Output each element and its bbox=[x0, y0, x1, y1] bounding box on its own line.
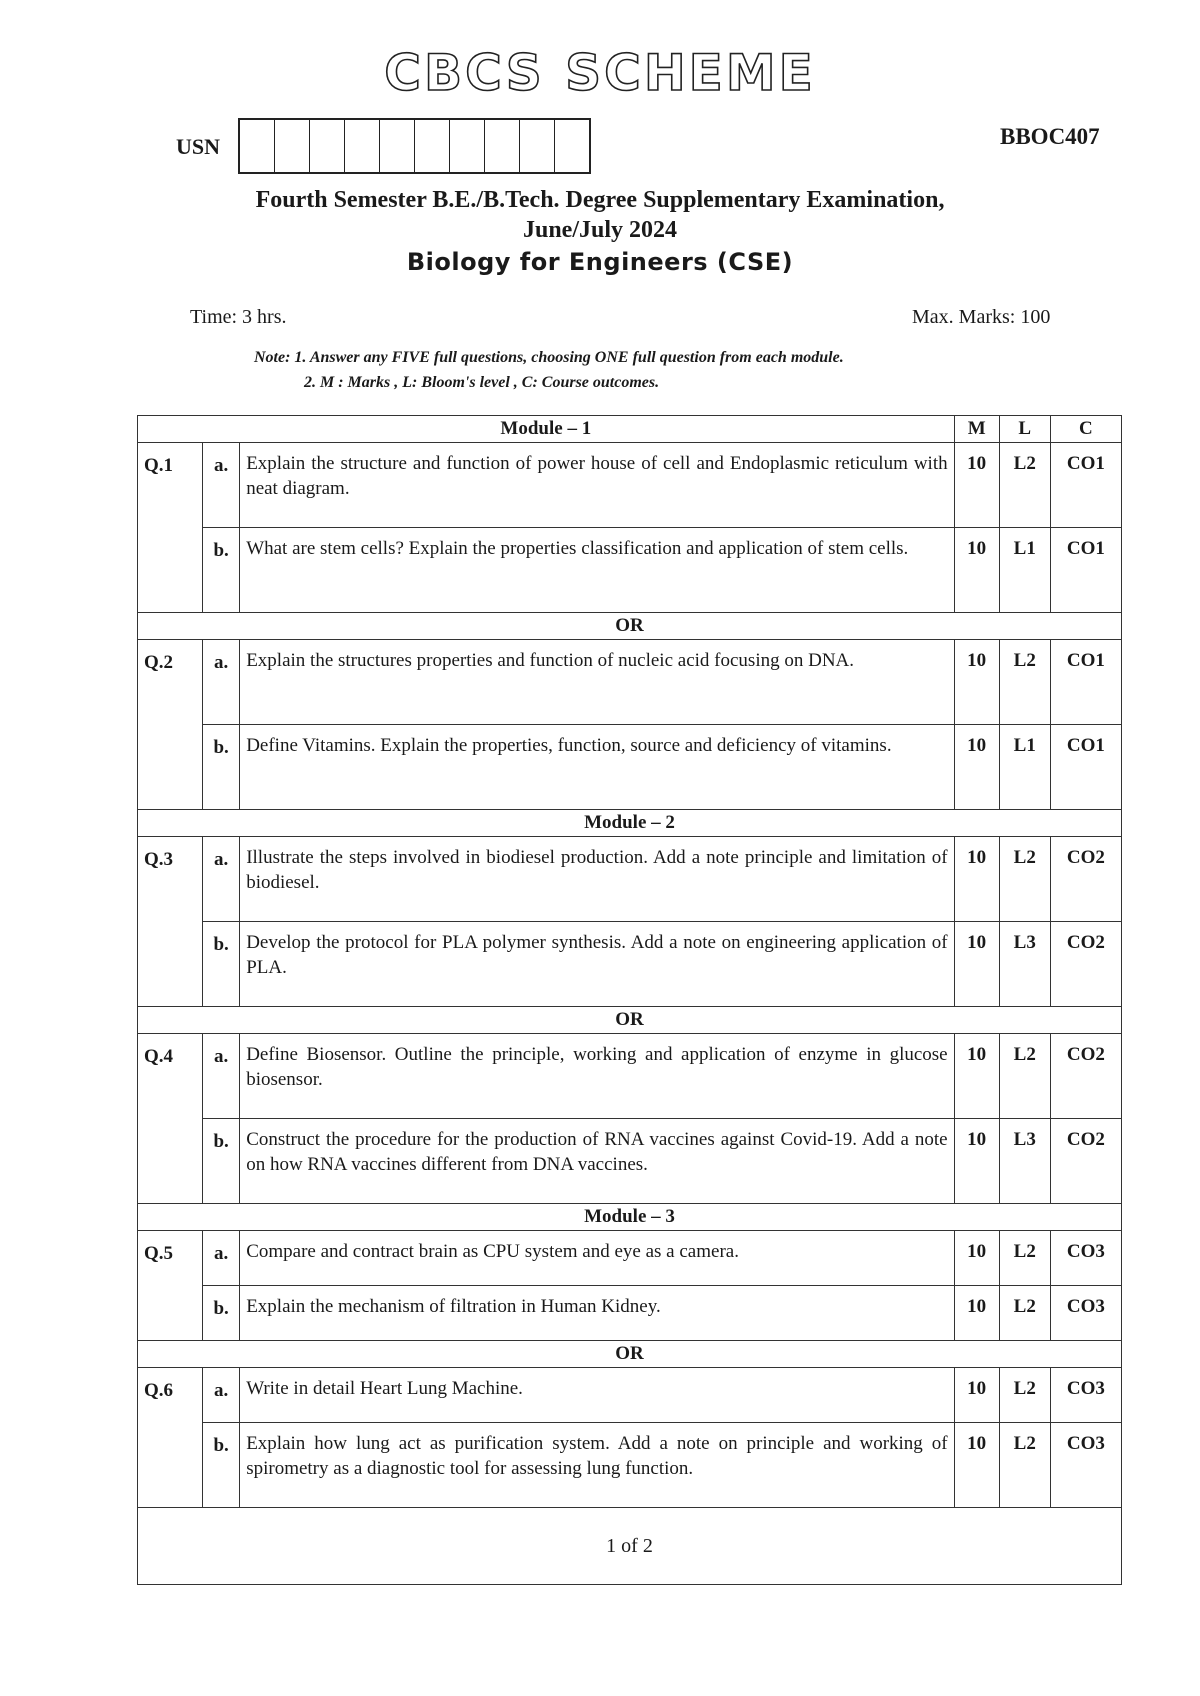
usn-box bbox=[240, 120, 275, 172]
or-label: OR bbox=[138, 613, 1122, 640]
marks-cell: 10 bbox=[954, 922, 999, 1007]
question-row bbox=[138, 1286, 1122, 1341]
question-text: Compare and contract brain as CPU system and eye as a camera. bbox=[240, 1231, 954, 1286]
marks-cell: 10 bbox=[954, 725, 999, 810]
outcome-cell: CO3 bbox=[1050, 1231, 1121, 1286]
col-header-m: M bbox=[954, 416, 999, 443]
col-header-l: L bbox=[999, 416, 1050, 443]
level-cell: L2 bbox=[999, 1231, 1050, 1286]
question-table bbox=[137, 415, 1122, 1585]
part-label: b. bbox=[203, 922, 240, 1007]
or-separator-row bbox=[138, 613, 1122, 640]
level-cell: L1 bbox=[999, 725, 1050, 810]
outcome-cell: CO3 bbox=[1050, 1423, 1121, 1508]
part-label: a. bbox=[203, 1231, 240, 1286]
question-row bbox=[138, 1368, 1122, 1423]
level-cell: L2 bbox=[999, 640, 1050, 725]
time-allowed: Time: 3 hrs. bbox=[190, 306, 287, 328]
usn-box bbox=[415, 120, 450, 172]
part-label: a. bbox=[203, 837, 240, 922]
outcome-cell: CO3 bbox=[1050, 1368, 1121, 1423]
or-separator-row bbox=[138, 1341, 1122, 1368]
question-text: What are stem cells? Explain the properties classification and application of stem cells. bbox=[240, 528, 954, 613]
level-cell: L2 bbox=[999, 1034, 1050, 1119]
level-cell: L3 bbox=[999, 1119, 1050, 1204]
question-number: Q.1 bbox=[138, 443, 203, 613]
marks-cell: 10 bbox=[954, 1423, 999, 1508]
note-line1: Note: 1. Answer any FIVE full questions, choosing ONE full question from each module. bbox=[254, 349, 844, 366]
module-header-row bbox=[138, 810, 1122, 837]
question-row bbox=[138, 1231, 1122, 1286]
usn-box bbox=[485, 120, 520, 172]
or-separator-row bbox=[138, 1007, 1122, 1034]
part-label: a. bbox=[203, 640, 240, 725]
part-label: b. bbox=[203, 725, 240, 810]
or-label: OR bbox=[138, 1007, 1122, 1034]
marks-cell: 10 bbox=[954, 528, 999, 613]
usn-box bbox=[555, 120, 589, 172]
part-label: b. bbox=[203, 1286, 240, 1341]
question-row bbox=[138, 1423, 1122, 1508]
level-cell: L2 bbox=[999, 1423, 1050, 1508]
part-label: b. bbox=[203, 1119, 240, 1204]
level-cell: L3 bbox=[999, 922, 1050, 1007]
exam-title-line1: Fourth Semester B.E./B.Tech. Degree Supplementary Examination, bbox=[255, 187, 945, 213]
col-header-c: C bbox=[1050, 416, 1121, 443]
question-text: Write in detail Heart Lung Machine. bbox=[240, 1368, 954, 1423]
part-label: a. bbox=[203, 1368, 240, 1423]
marks-cell: 10 bbox=[954, 640, 999, 725]
module-title: Module – 2 bbox=[138, 810, 1122, 837]
usn-label: USN bbox=[176, 134, 221, 159]
level-cell: L2 bbox=[999, 1286, 1050, 1341]
question-number: Q.3 bbox=[138, 837, 203, 1007]
module-title: Module – 1 bbox=[138, 416, 955, 443]
outcome-cell: CO1 bbox=[1050, 443, 1121, 528]
question-text: Define Vitamins. Explain the properties, function, source and deficiency of vitamins. bbox=[240, 725, 954, 810]
marks-cell: 10 bbox=[954, 443, 999, 528]
course-code: BBOC407 bbox=[1000, 124, 1100, 149]
instructions-note bbox=[254, 345, 844, 395]
part-label: b. bbox=[203, 528, 240, 613]
question-row bbox=[138, 1034, 1122, 1119]
marks-cell: 10 bbox=[954, 1368, 999, 1423]
usn-box bbox=[275, 120, 310, 172]
or-label: OR bbox=[138, 1341, 1122, 1368]
question-text: Explain the structures properties and function of nucleic acid focusing on DNA. bbox=[240, 640, 954, 725]
level-cell: L2 bbox=[999, 837, 1050, 922]
question-row bbox=[138, 528, 1122, 613]
outcome-cell: CO1 bbox=[1050, 528, 1121, 613]
marks-cell: 10 bbox=[954, 1119, 999, 1204]
scheme-stamp: CBCS SCHEME bbox=[384, 44, 816, 102]
level-cell: L1 bbox=[999, 528, 1050, 613]
page-number: 1 of 2 bbox=[138, 1508, 1122, 1585]
outcome-cell: CO2 bbox=[1050, 837, 1121, 922]
marks-cell: 10 bbox=[954, 1034, 999, 1119]
part-label: a. bbox=[203, 1034, 240, 1119]
question-text: Illustrate the steps involved in biodiesel production. Add a note principle and limitation of biodiesel. bbox=[240, 837, 954, 922]
module-header-row bbox=[138, 1204, 1122, 1231]
question-number: Q.4 bbox=[138, 1034, 203, 1204]
question-text: Explain how lung act as purification system. Add a note on principle and working of spirometry as a diagnostic tool for assessing lung function. bbox=[240, 1423, 954, 1508]
marks-cell: 10 bbox=[954, 1286, 999, 1341]
question-number: Q.6 bbox=[138, 1368, 203, 1508]
outcome-cell: CO2 bbox=[1050, 1119, 1121, 1204]
question-row bbox=[138, 837, 1122, 922]
outcome-cell: CO1 bbox=[1050, 640, 1121, 725]
question-number: Q.2 bbox=[138, 640, 203, 810]
usn-box bbox=[345, 120, 380, 172]
outcome-cell: CO2 bbox=[1050, 922, 1121, 1007]
exam-title-line2: June/July 2024 bbox=[522, 217, 678, 243]
level-cell: L2 bbox=[999, 1368, 1050, 1423]
subject-title: Biology for Engineers (CSE) bbox=[406, 248, 794, 276]
max-marks: Max. Marks: 100 bbox=[912, 306, 1051, 328]
outcome-cell: CO2 bbox=[1050, 1034, 1121, 1119]
page-footer-row bbox=[138, 1508, 1122, 1585]
usn-entry-boxes bbox=[238, 118, 591, 174]
question-row bbox=[138, 640, 1122, 725]
question-text: Explain the structure and function of power house of cell and Endoplasmic reticulum with neat diagram. bbox=[240, 443, 954, 528]
outcome-cell: CO3 bbox=[1050, 1286, 1121, 1341]
note-line2: 2. M : Marks , L: Bloom's level , C: Course outcomes. bbox=[304, 374, 660, 391]
usn-box bbox=[380, 120, 415, 172]
question-row bbox=[138, 1119, 1122, 1204]
part-label: b. bbox=[203, 1423, 240, 1508]
outcome-cell: CO1 bbox=[1050, 725, 1121, 810]
question-row bbox=[138, 922, 1122, 1007]
question-text: Explain the mechanism of filtration in Human Kidney. bbox=[240, 1286, 954, 1341]
question-text: Construct the procedure for the production of RNA vaccines against Covid-19. Add a note on how RNA vaccines different from DNA vaccines. bbox=[240, 1119, 954, 1204]
question-number: Q.5 bbox=[138, 1231, 203, 1341]
level-cell: L2 bbox=[999, 443, 1050, 528]
question-row bbox=[138, 443, 1122, 528]
question-row bbox=[138, 725, 1122, 810]
usn-box bbox=[450, 120, 485, 172]
usn-box bbox=[310, 120, 345, 172]
question-text: Define Biosensor. Outline the principle, working and application of enzyme in glucose biosensor. bbox=[240, 1034, 954, 1119]
module-header-row bbox=[138, 416, 1122, 443]
marks-cell: 10 bbox=[954, 1231, 999, 1286]
marks-cell: 10 bbox=[954, 837, 999, 922]
exam-title bbox=[0, 185, 1200, 245]
part-label: a. bbox=[203, 443, 240, 528]
question-text: Develop the protocol for PLA polymer synthesis. Add a note on engineering application of PLA. bbox=[240, 922, 954, 1007]
module-title: Module – 3 bbox=[138, 1204, 1122, 1231]
usn-box bbox=[520, 120, 555, 172]
